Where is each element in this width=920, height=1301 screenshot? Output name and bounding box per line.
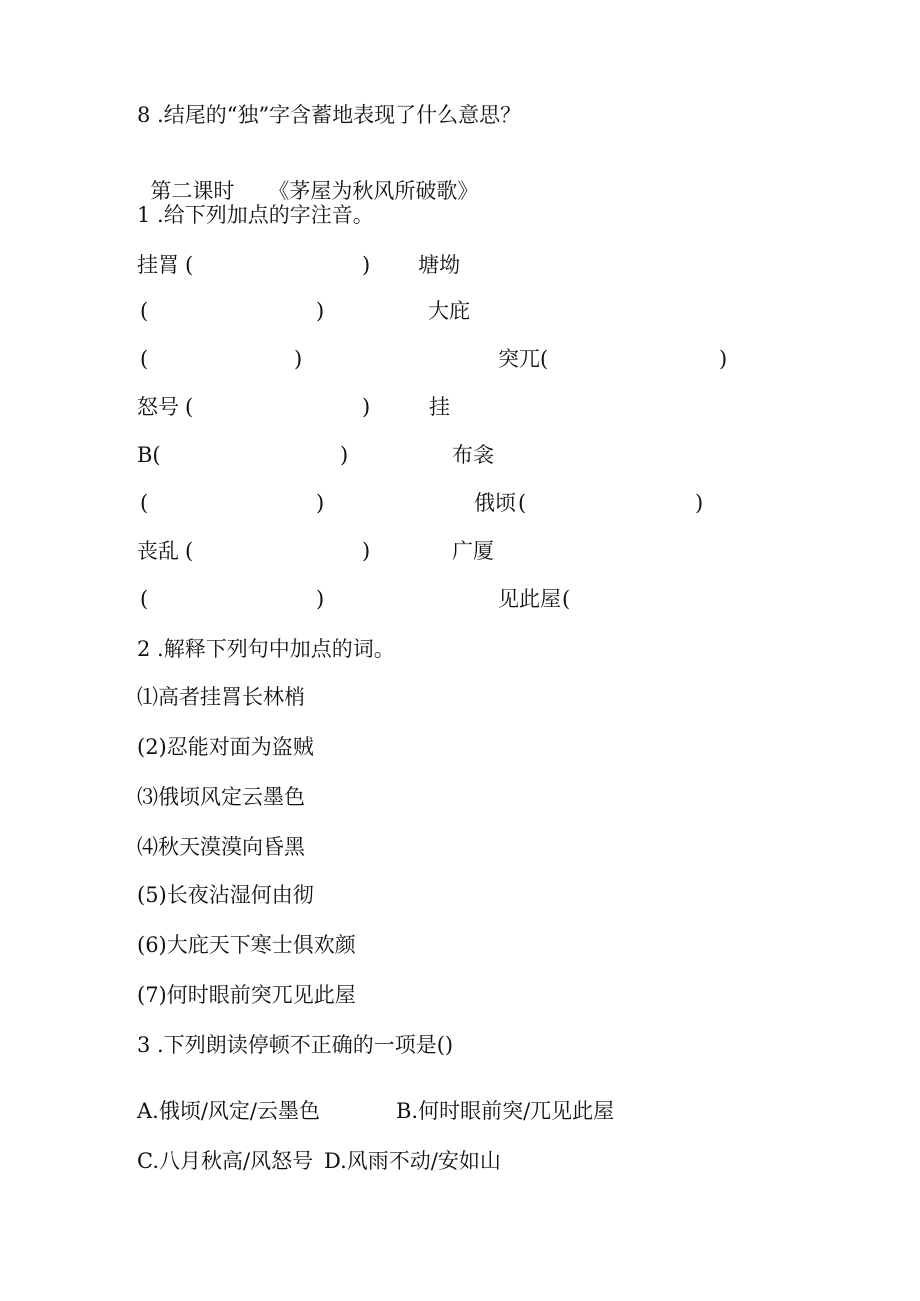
close-paren: ) xyxy=(316,587,325,611)
open-paren: ( xyxy=(140,587,149,611)
b-open-paren: B( xyxy=(137,443,161,467)
open-paren: ( xyxy=(540,347,549,371)
close-paren: ) xyxy=(362,395,371,419)
open-paren: ( xyxy=(185,539,194,563)
word-gua: 挂 xyxy=(429,395,450,419)
open-paren: ( xyxy=(140,347,149,371)
close-paren: ) xyxy=(340,443,349,467)
q2-item: (7)何时眼前突兀见此屋 xyxy=(137,983,356,1007)
q2-item: (6)大庇天下寒士俱欢颜 xyxy=(137,933,356,957)
open-paren: ( xyxy=(140,491,149,515)
question-3-prompt: 3 .下列朗读停顿不正确的一项是() xyxy=(137,1033,454,1057)
q2-item: ⑷秋天漠漠向昏黑 xyxy=(137,835,305,859)
q3-option-a: A.俄顷/风定/云墨色 xyxy=(137,1099,320,1123)
close-paren: ) xyxy=(316,299,325,323)
open-paren: ( xyxy=(562,587,571,611)
q2-item: (5)长夜沾湿何由彻 xyxy=(137,883,314,907)
word-gua-juan: 挂罥 xyxy=(137,253,179,277)
open-paren: ( xyxy=(518,491,527,515)
word-nu-hao: 怒号 xyxy=(137,395,179,419)
open-paren: ( xyxy=(185,253,194,277)
close-paren: ) xyxy=(362,539,371,563)
word-guang-sha: 广厦 xyxy=(452,539,494,563)
close-paren: ) xyxy=(294,347,303,371)
word-tu-wu: 突兀 xyxy=(498,347,540,371)
question-8: 8 .结尾的“独”字含蓄地表现了什么意思？ xyxy=(137,103,522,127)
word-bu-qin: 布衾 xyxy=(452,443,494,467)
q3-option-b: B.何时眼前突/兀见此屋 xyxy=(396,1099,615,1123)
close-paren: ) xyxy=(316,491,325,515)
lesson-label: 第二课时 xyxy=(150,179,235,203)
q3-option-c: C.八月秋高/风怒号 xyxy=(137,1149,314,1173)
word-e-qing: 俄顷 xyxy=(474,491,516,515)
close-paren: ) xyxy=(362,253,371,277)
close-paren: ) xyxy=(719,347,728,371)
word-sang-luan: 丧乱 xyxy=(137,539,179,563)
word-jian-ci-wu: 见此屋 xyxy=(498,587,561,611)
q2-item: ⑶俄顷风定云墨色 xyxy=(137,785,305,809)
q2-item: (2)忍能对面为盗贼 xyxy=(137,735,314,759)
question-2-prompt: 2 .解释下列句中加点的词。 xyxy=(137,637,395,661)
open-paren: ( xyxy=(140,299,149,323)
lesson-heading xyxy=(137,152,478,204)
word-tang-ao: 塘坳 xyxy=(418,253,460,277)
q3-option-d: D.风雨不动/安如山 xyxy=(324,1149,501,1173)
lesson-title: 《茅屋为秋风所破歌》 xyxy=(268,179,479,203)
word-da-bi: 大庇 xyxy=(428,299,470,323)
open-paren: ( xyxy=(185,395,194,419)
question-1-prompt: 1 .给下列加点的字注音。 xyxy=(137,203,374,227)
q2-item: ⑴高者挂罥长林梢 xyxy=(137,685,305,709)
close-paren: ) xyxy=(695,491,704,515)
